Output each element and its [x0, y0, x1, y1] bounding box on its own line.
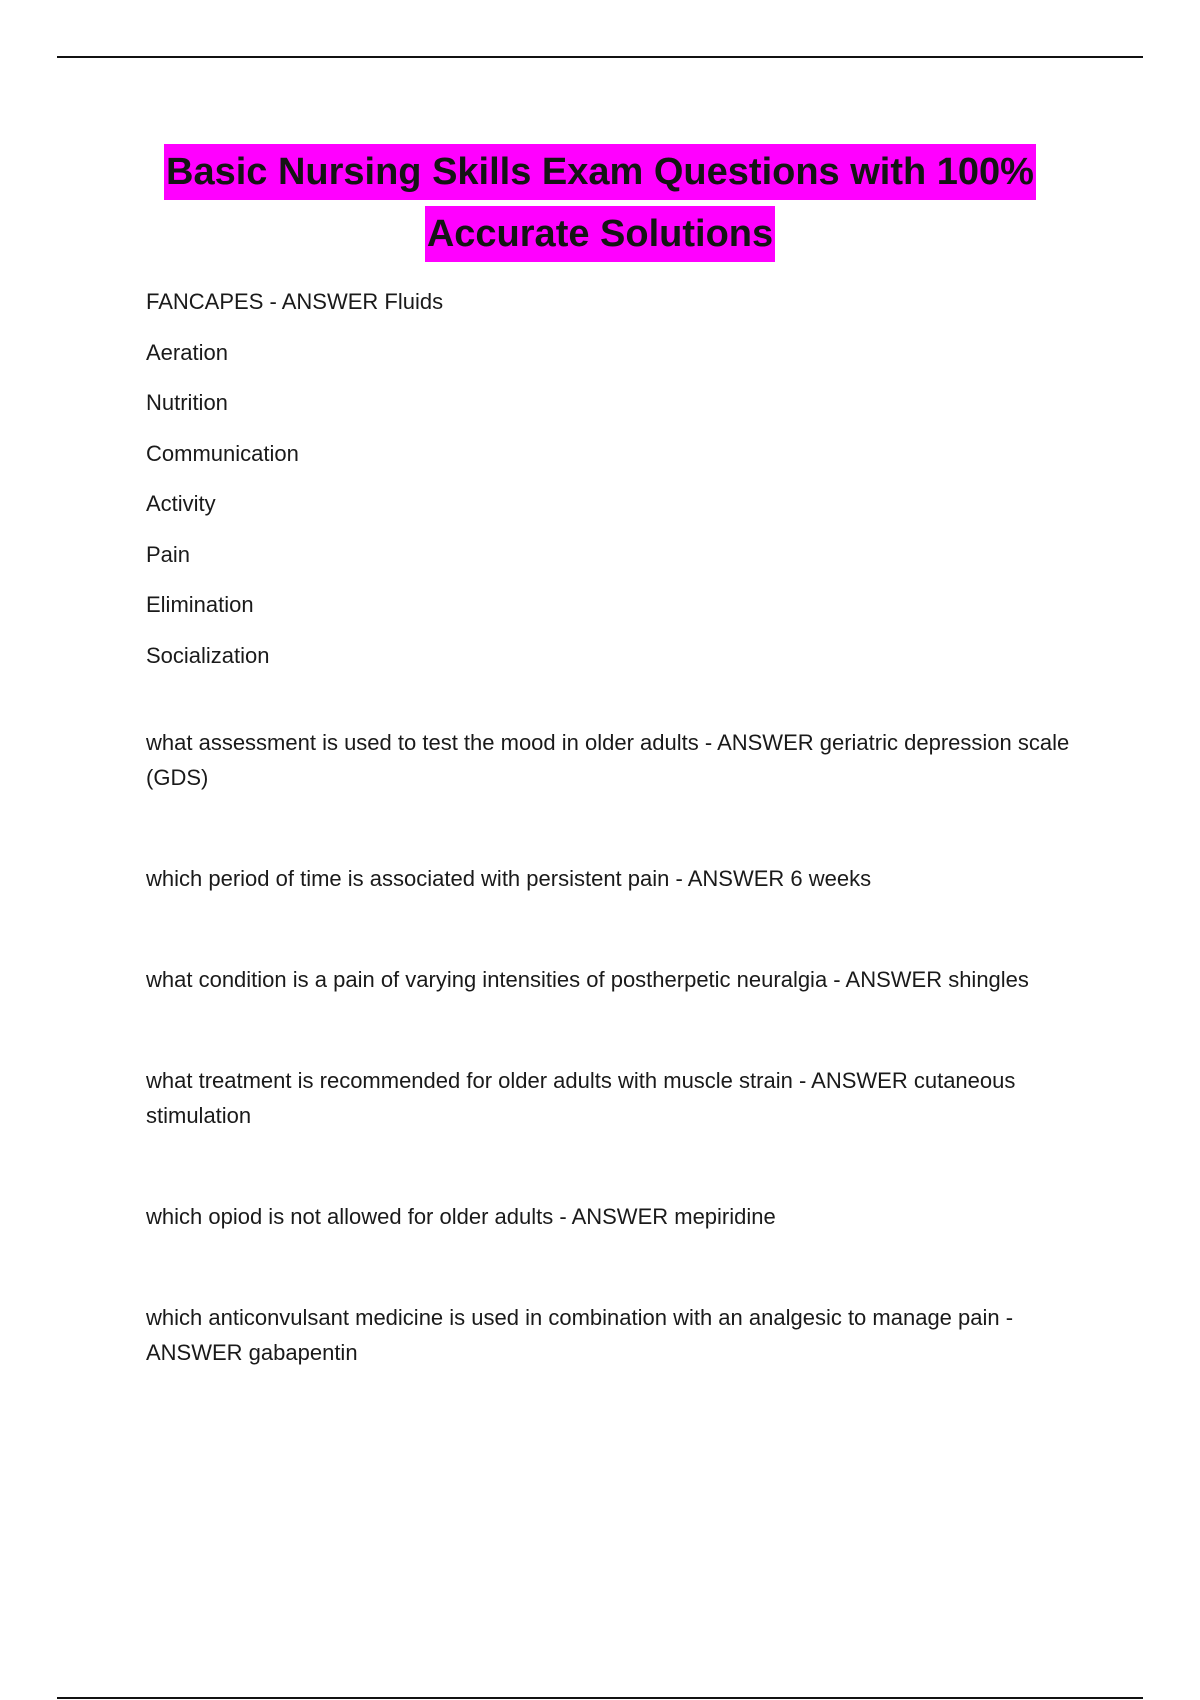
- qa-item: what treatment is recommended for older adults with muscle strain - ANSWER cutaneous stimulation: [146, 1067, 1016, 1128]
- fancapes-item: Pain: [146, 541, 191, 567]
- fancapes-item: Aeration: [146, 339, 228, 365]
- fancapes-item: Communication: [146, 440, 299, 466]
- qa-item: which anticonvulsant medicine is used in combination with an analgesic to manage pain - ANSWER gabapentin: [146, 1304, 1014, 1365]
- document-title: [100, 144, 1100, 262]
- document-body: [146, 284, 1086, 1370]
- fancapes-item: Elimination: [146, 592, 254, 617]
- bottom-rule: [57, 1697, 1143, 1699]
- fancapes-item: Nutrition: [146, 390, 228, 415]
- qa-item: which opiod is not allowed for older adults - ANSWER mepiridine: [146, 1203, 776, 1229]
- fancapes-list: [146, 284, 1086, 673]
- qa-item: what assessment is used to test the mood in older adults - ANSWER geriatric depression scale (GDS): [146, 729, 1070, 790]
- title-line-1: Basic Nursing Skills Exam Questions with 100%: [164, 144, 1036, 200]
- title-line-2: Accurate Solutions: [425, 206, 775, 262]
- fancapes-item: Activity: [146, 491, 216, 516]
- fancapes-item: FANCAPES - ANSWER Fluids: [146, 289, 444, 314]
- top-rule: [57, 56, 1143, 58]
- qa-item: which period of time is associated with persistent pain - ANSWER 6 weeks: [146, 865, 872, 891]
- qa-item: what condition is a pain of varying intensities of postherpetic neuralgia - ANSWER shingles: [146, 966, 1029, 992]
- fancapes-item: Socialization: [146, 642, 270, 668]
